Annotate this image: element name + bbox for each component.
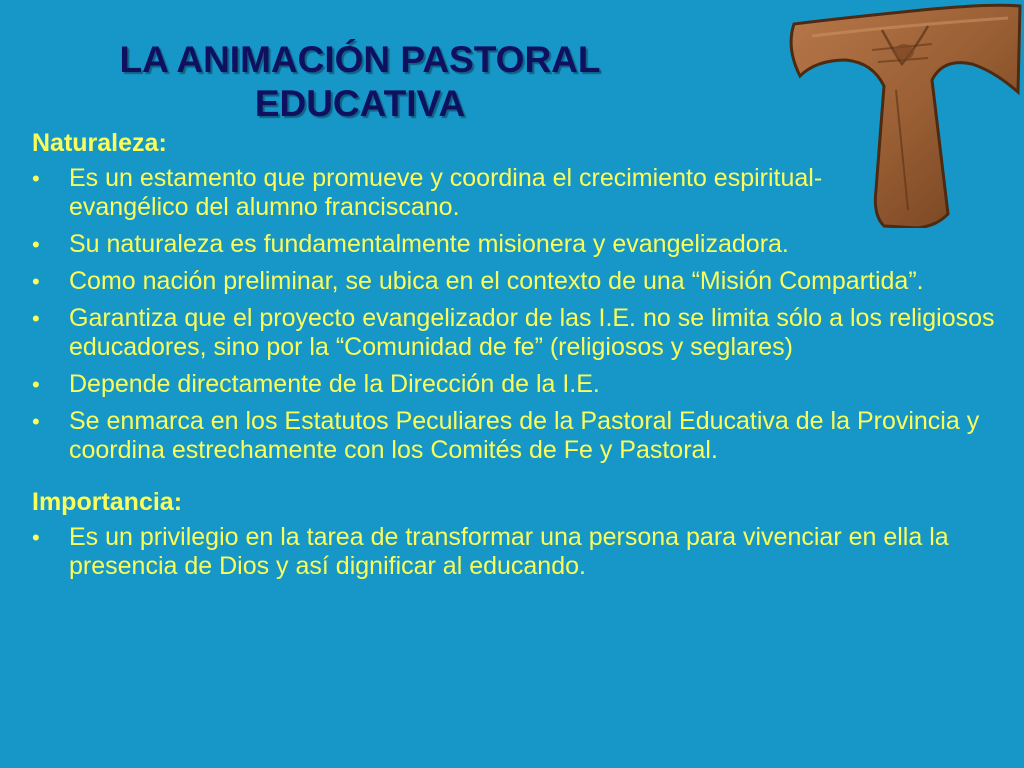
bullet-icon: • bbox=[32, 269, 40, 294]
title-line-1: LA ANIMACIÓN PASTORAL bbox=[119, 39, 601, 80]
list-item: • Su naturaleza es fundamentalmente misionera y evangelizadora. bbox=[32, 230, 789, 258]
list-item: • Garantiza que el proyecto evangelizador de las I.E. no se limita sólo a los religiosos educadores, sino por la “Comunidad de fe” (religiosos y seglares) bbox=[32, 304, 995, 361]
naturaleza-list bbox=[32, 164, 1002, 465]
bullet-icon: • bbox=[32, 409, 40, 434]
bullet-icon: • bbox=[32, 525, 40, 550]
list-item: • Depende directamente de la Dirección de la I.E. bbox=[32, 370, 600, 398]
section-heading-naturaleza: Naturaleza: bbox=[32, 129, 167, 157]
bullet-icon: • bbox=[32, 232, 40, 257]
bullet-icon: • bbox=[32, 306, 40, 331]
bullet-icon: • bbox=[32, 372, 40, 397]
title-line-2: EDUCATIVA bbox=[254, 83, 466, 124]
slide-content bbox=[32, 128, 1002, 589]
importancia-list bbox=[32, 523, 1002, 581]
bullet-icon: • bbox=[32, 166, 40, 191]
slide-title bbox=[40, 38, 680, 126]
section-heading-importancia: Importancia: bbox=[32, 488, 183, 516]
list-item: • Es un estamento que promueve y coordina el crecimiento espiritual-evangélico del alumno franciscano. bbox=[32, 164, 823, 221]
list-item: • Se enmarca en los Estatutos Peculiares de la Pastoral Educativa de la Provincia y coordina estrechamente con los Comités de Fe y Pastoral. bbox=[32, 407, 980, 464]
list-item: • Es un privilegio en la tarea de transformar una persona para vivenciar en ella la presencia de Dios y así dignificar al educando. bbox=[32, 523, 949, 580]
list-item: • Como nación preliminar, se ubica en el contexto de una “Misión Compartida”. bbox=[32, 267, 924, 295]
